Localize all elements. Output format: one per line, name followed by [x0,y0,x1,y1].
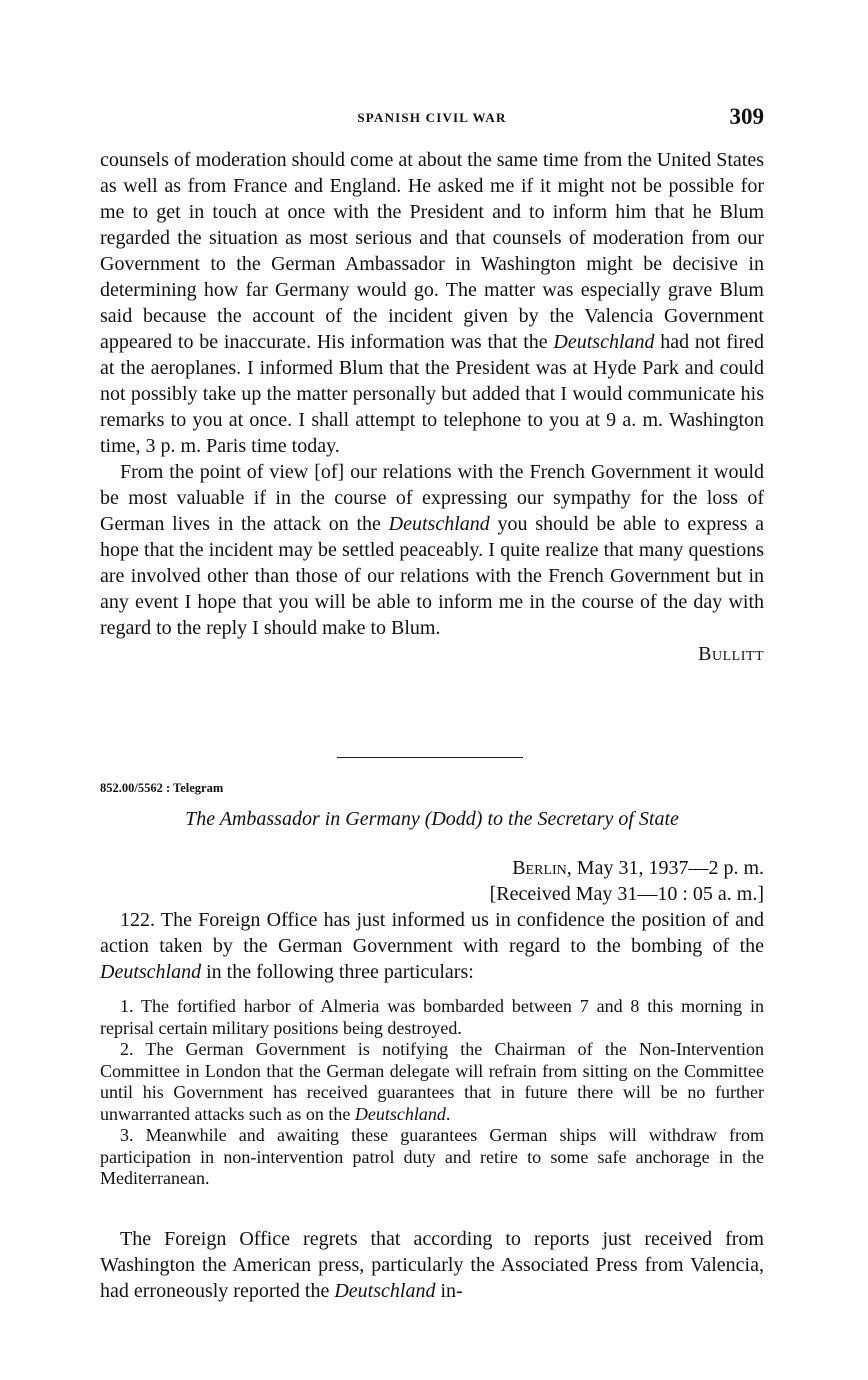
ship-name: Deutschland [334,1280,436,1302]
dateline-date: , May 31, 1937—2 p. m. [566,857,764,879]
document-title: The Ambassador in Germany (Dodd) to the Secretary of State [185,808,679,830]
ship-name: Deutschland [553,331,655,353]
section-divider [337,757,523,758]
page-number: 309 [729,104,764,129]
dateline-place: Berlin [512,857,567,879]
ship-name: Deutschland [100,961,202,983]
running-title: SPANISH CIVIL WAR [357,110,507,125]
ship-name: Deutschland [388,513,490,535]
list-item: 1. The fortified harbor of Almeria was bombarded between 7 and 8 this morning in reprisal certain military positions being destroyed. [100,996,764,1038]
dateline-received: [Received May 31—10 : 05 a. m.] [489,883,764,905]
second-document-continuation [100,1226,764,1304]
text-run: . [445,1103,451,1124]
second-document-intro [100,907,764,985]
file-reference: 852.00/5562 : Telegram [100,781,224,795]
paragraph [100,459,764,641]
paragraph [100,907,764,985]
text-run: From the point of view [of] our relations with the French Government it would be most valuable if in the course of expressing our sympathy for the loss of German lives in the attack on the [100,461,764,535]
dateline [490,855,764,907]
paragraph [100,147,764,459]
text-run: 122. The Foreign Office has just informed us in confidence the position of and action taken by the German Government with regard to the bombing of the [100,909,764,957]
numbered-particulars [100,996,764,1190]
text-run: 2. The German Government is notifying the Chairman of the Non-Intervention Committee in London that the German delegate will refrain from sitting on the Committee until his Government has received guarantees that in future there will be no further unwarranted attacks such as on the [100,1039,764,1124]
text-run: counsels of moderation should come at about the same time from the United States as well as from France and England. He asked me if it might not be possible for me to get in touch at once with the President and to inform him that he Blum regarded the situation as most serious and that counsels of moderation from our Government to the German Ambassador in Washington might be decisive in determining how far Germany would go. The matter was especially grave Blum said because the account of the incident given by the Valencia Government appeared to be inaccurate. His information was that the [100,149,764,353]
signature: Bullitt [698,643,764,665]
text-run: you should be able to express a hope that the incident may be settled peaceably. I quite realize that many questions are involved other than those of our relations with the French Government but in any event I hope that you will be able to inform me in the course of the day with regard to the reply I should make to Blum. [100,513,764,639]
dateline-sent [490,855,764,881]
ship-name: Deutschland [354,1103,446,1124]
text-run: had not fired at the aeroplanes. I informed Blum that the President was at Hyde Park and could not possibly take up the matter personally but added that I would communicate his remarks to you at once. I shall attempt to telephone to you at 9 a. m. Washington time, 3 p. m. Paris time today. [100,331,765,457]
text-run: in the following three particulars: [201,961,474,983]
page-header [100,104,764,132]
list-item: 3. Meanwhile and awaiting these guarantees German ships will withdraw from participation in non-intervention patrol duty and retire to some safe anchorage in the Mediterranean. [100,1125,764,1188]
list-item [100,1039,764,1125]
paragraph [100,1226,764,1304]
text-run: The Foreign Office regrets that according to reports just received from Washington the American press, particularly the Associated Press from Valencia, had erroneously reported the [100,1228,764,1302]
text-run: in- [435,1280,463,1302]
first-document-body [100,147,764,667]
